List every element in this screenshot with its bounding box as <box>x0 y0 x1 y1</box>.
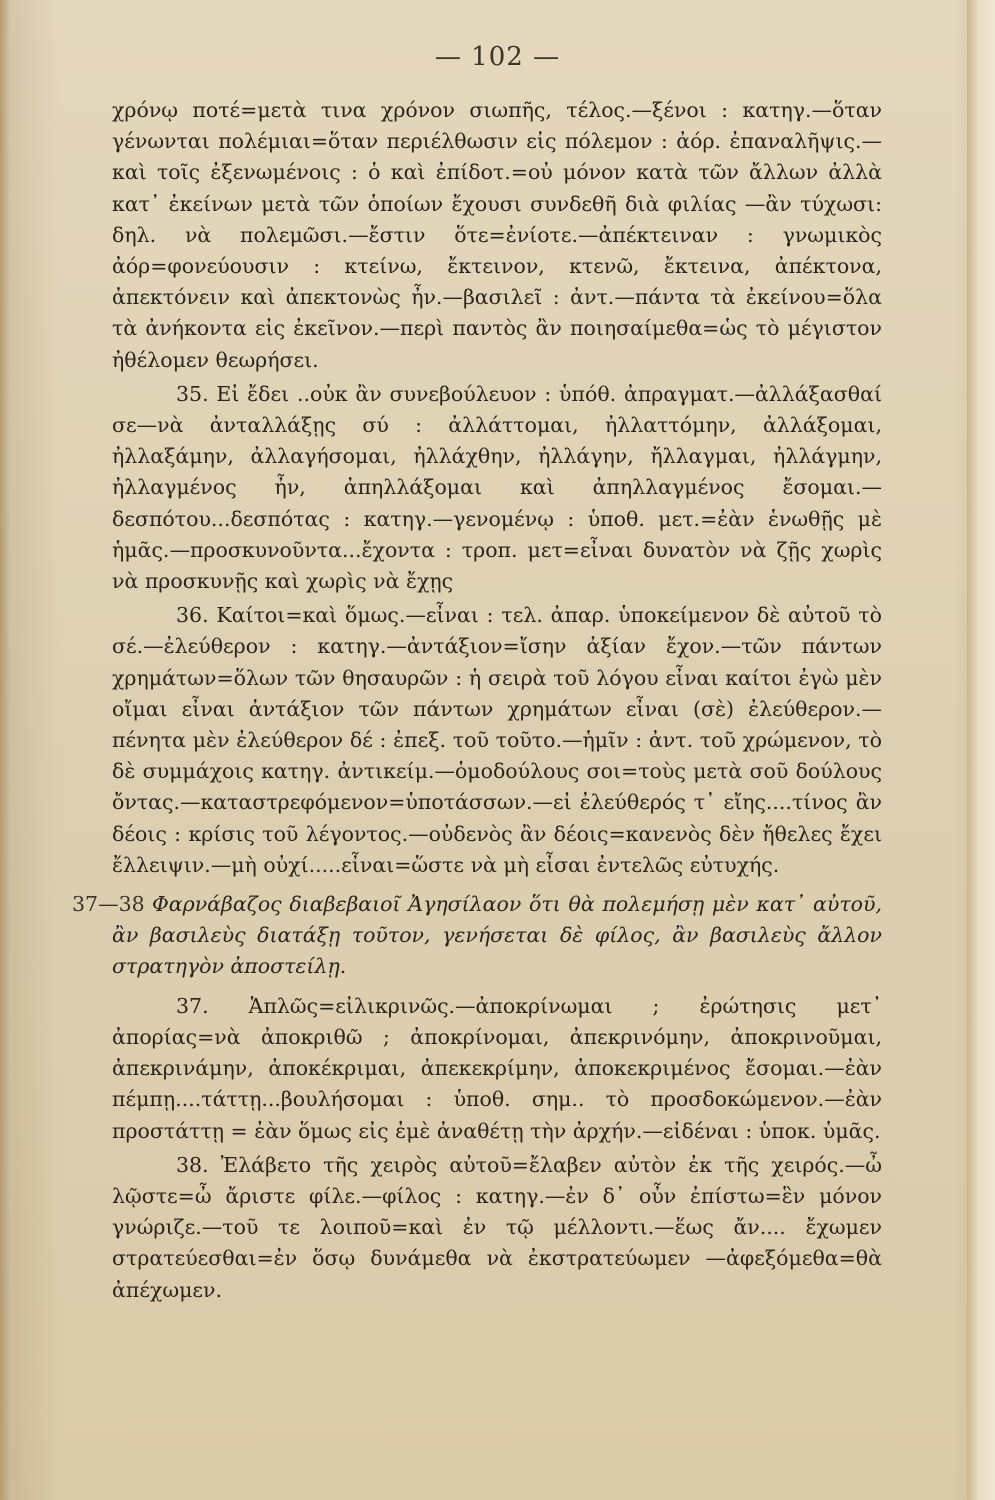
paragraph-37-notes: 37. Ἁπλῶς=εἰλικρινῶς.—ἀποκρίνωμαι ; ἐρώτησις μετ᾽ ἀπορίας=νὰ ἀποκριθῶ ; ἀποκρίνομαι, ἀπεκρινόμην, ἀποκρινοῦμαι, ἀπεκρινάμην, ἀποκέκριμαι, ἀπεκεκρίμην, ἀποκεκριμένος ἔσομαι.—ἐὰν πέμπῃ....τάττῃ...βουλήσομαι : ὑποθ. σημ.. τὸ προσδοκώμενον.—ἐὰν προστάττῃ = ἐὰν ὅμως εἰς ἐμὲ ἀναθέτῃ τὴν ἀρχήν.—εἰδέναι : ὑποκ. ὑμᾶς. <box>112 993 882 1143</box>
section-summary-37-38 <box>72 889 882 983</box>
binding-shadow <box>0 0 10 1500</box>
page-edge <box>967 0 995 1500</box>
paragraph-36-notes: 36. Καίτοι=καὶ ὅμως.—εἶναι : τελ. ἀπαρ. ὑποκείμενον δὲ αὐτοῦ τὸ σέ.—ἐλεύθερον : κατηγ.—ἀντάξιον=ἴσην ἀξίαν ἔχον.—τῶν πάντων χρημάτων=ὅλων τῶν θησαυρῶν : ἡ σειρὰ τοῦ λόγου εἶναι καίτοι ἐγὼ μὲν οἴμαι εἶναι ἀντάξιον τῶν πάντων χρημάτων εἶναι (σὲ) ἐλεύθερον.—πένητα μὲν ἐλεύθερον δέ : ἐπεξ. τοῦ τοῦτο.—ἡμῖν : ἀντ. τοῦ χρώμενον, τὸ δὲ συμμάχοις κατηγ. ἀντικείμ.—ὁμοδούλους σοι=τοὺς μετὰ σοῦ δούλους ὄντας.—καταστρεφόμενον=ὑποτάσσων.—εἰ ἐλεύθερός τ᾽ εἴης....τίνος ἂν δέοις : κρίσις τοῦ λέγοντος.—οὐδενὸς ἂν δέοις=κανενὸς δὲν ἤθελες ἔχει ἔλλειψιν.—μὴ οὐχί.....εἶναι=ὥστε νὰ μὴ εἶσαι ἐντελῶς εὐτυχής. <box>112 603 882 877</box>
paragraph-34-notes: χρόνῳ ποτέ=μετὰ τινα χρόνον σιωπῆς, τέλος.—ξένοι : κατηγ.—ὅταν γένωνται πολέμιαι=ὅταν περιέλθωσιν εἰς πόλεμον : ἀόρ. ἐπαναλῆψις.—καὶ τοῖς ἐξενωμένοις : ὁ καὶ ἐπίδοτ.=οὐ μόνον κατὰ τῶν ἄλλων ἀλλὰ κατ᾽ ἐκείνων μετὰ τῶν ὁποίων ἔχουσι συνδεθῆ διὰ φιλίας —ἂν τύχωσι: δηλ. νὰ πολεμῶσι.—ἔστιν ὅτε=ἐνίοτε.—ἀπέκτειναν : γνωμικὸς ἀόρ=φονεύουσιν : κτείνω, ἔκτεινον, κτενῶ, ἔκτεινα, ἀπέκτονα, ἀπεκτόνειν καὶ ἀπεκτονὼς ἦν.—βασιλεῖ : ἀντ.—πάντα τὰ ἐκείνου=ὅλα τὰ ἀνήκοντα εἰς ἐκεῖνον.—περὶ παντὸς ἂν ποιησαίμεθα=ὡς τὸ μέγιστον ἠθέλομεν θεωρήσει. <box>112 98 882 372</box>
commentary-text <box>72 95 882 1306</box>
paragraph-35-notes: 35. Εἰ ἔδει ..οὐκ ἂν συνεβούλευον : ὑπόθ. ἀπραγματ.—ἀλλάξασθαί σε—νὰ ἀνταλλάξῃς σύ : ἀλλάττομαι, ἠλλαττόμην, ἀλλάξομαι, ἠλλαξάμην, ἀλλαγήσομαι, ἠλλάχθην, ἠλλάγην, ἤλλαγμαι, ἠλλάγμην, ἠλλαγμένος ἦν, ἀπηλλάξομαι καὶ ἀπηλλαγμένος ἔσομαι.—δεσπότου...δεσπότας : κατηγ.—γενομένῳ : ὑποθ. μετ.=ἐὰν ἑνωθῇς μὲ ἡμᾶς.—προσκυνοῦντα...ἔχοντα : τροπ. μετ=εἶναι δυνατὸν νὰ ζῇς χωρὶς νὰ προσκυνῇς καὶ χωρὶς νὰ ἔχῃς <box>112 381 882 594</box>
section-label: 37—38 <box>72 892 145 917</box>
section-summary-text: Φαρνάβαζος διαβεβαιοῖ Ἀγησίλαον ὅτι θὰ πολεμήσῃ μὲν κατ᾽ αὐτοῦ, ἂν βασιλεὺς διατάξῃ τοῦτον, γενήσεται δὲ φίλος, ἂν βασιλεὺς ἄλλον στρατηγὸν ἀποστείλῃ. <box>112 892 882 979</box>
paragraph-38-notes: 38. Ἐλάβετο τῆς χειρὸς αὐτοῦ=ἔλαβεν αὐτὸν ἐκ τῆς χειρός.—ὦ λῷστε=ὦ ἄριστε φίλε.—φίλος : κατηγ.—ἐν δ᾽ οὖν ἐπίστω=ἓν μόνον γνώριζε.—τοῦ τε λοιποῦ=καὶ ἐν τῷ μέλλοντι.—ἕως ἄν.... ἔχωμεν στρατεύεσθαι=ἐν ὅσῳ δυνάμεθα νὰ ἐκστρατεύωμεν —ἀφεξόμεθα=θὰ ἀπέχωμεν. <box>112 1152 882 1302</box>
page-number: — 102 — <box>434 42 561 72</box>
